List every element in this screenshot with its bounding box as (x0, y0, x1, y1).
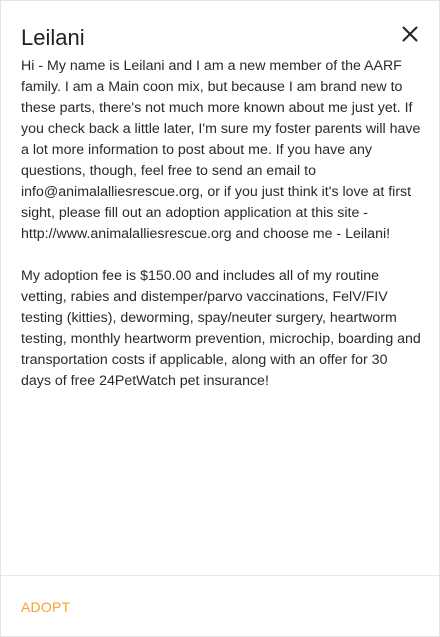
pet-name-title: Leilani (21, 25, 85, 50)
dialog-footer (1, 575, 439, 637)
adopt-button[interactable]: ADOPT (21, 599, 71, 615)
pet-description (21, 56, 421, 392)
description-paragraph-intro: Hi - My name is Leilani and I am a new member of the AARF family. I am a Main coon mix, but because I am brand new to these parts, there's not much more known about me just yet. If you check back a little later, I'm sure my foster parents will have a lot more information to post about me. If you have any questions, though, feel free to send an email to info@animalalliesrescue.org, or if you just think it's love at first sight, please fill out an adoption application at this site - http://www.animalalliesrescue.org and choose me - Leilani! (21, 58, 421, 242)
close-button[interactable] (398, 22, 422, 46)
description-paragraph-fee: My adoption fee is $150.00 and includes all of my routine vetting, rabies and distemper/parvo vaccinations, FelV/FIV testing (kitties), deworming, spay/neuter surgery, heartworm testing, monthly heartworm prevention, microchip, boarding and transportation costs if applicable, along with an offer for 30 days of free 24PetWatch pet insurance! (21, 268, 421, 389)
close-icon (398, 22, 422, 46)
